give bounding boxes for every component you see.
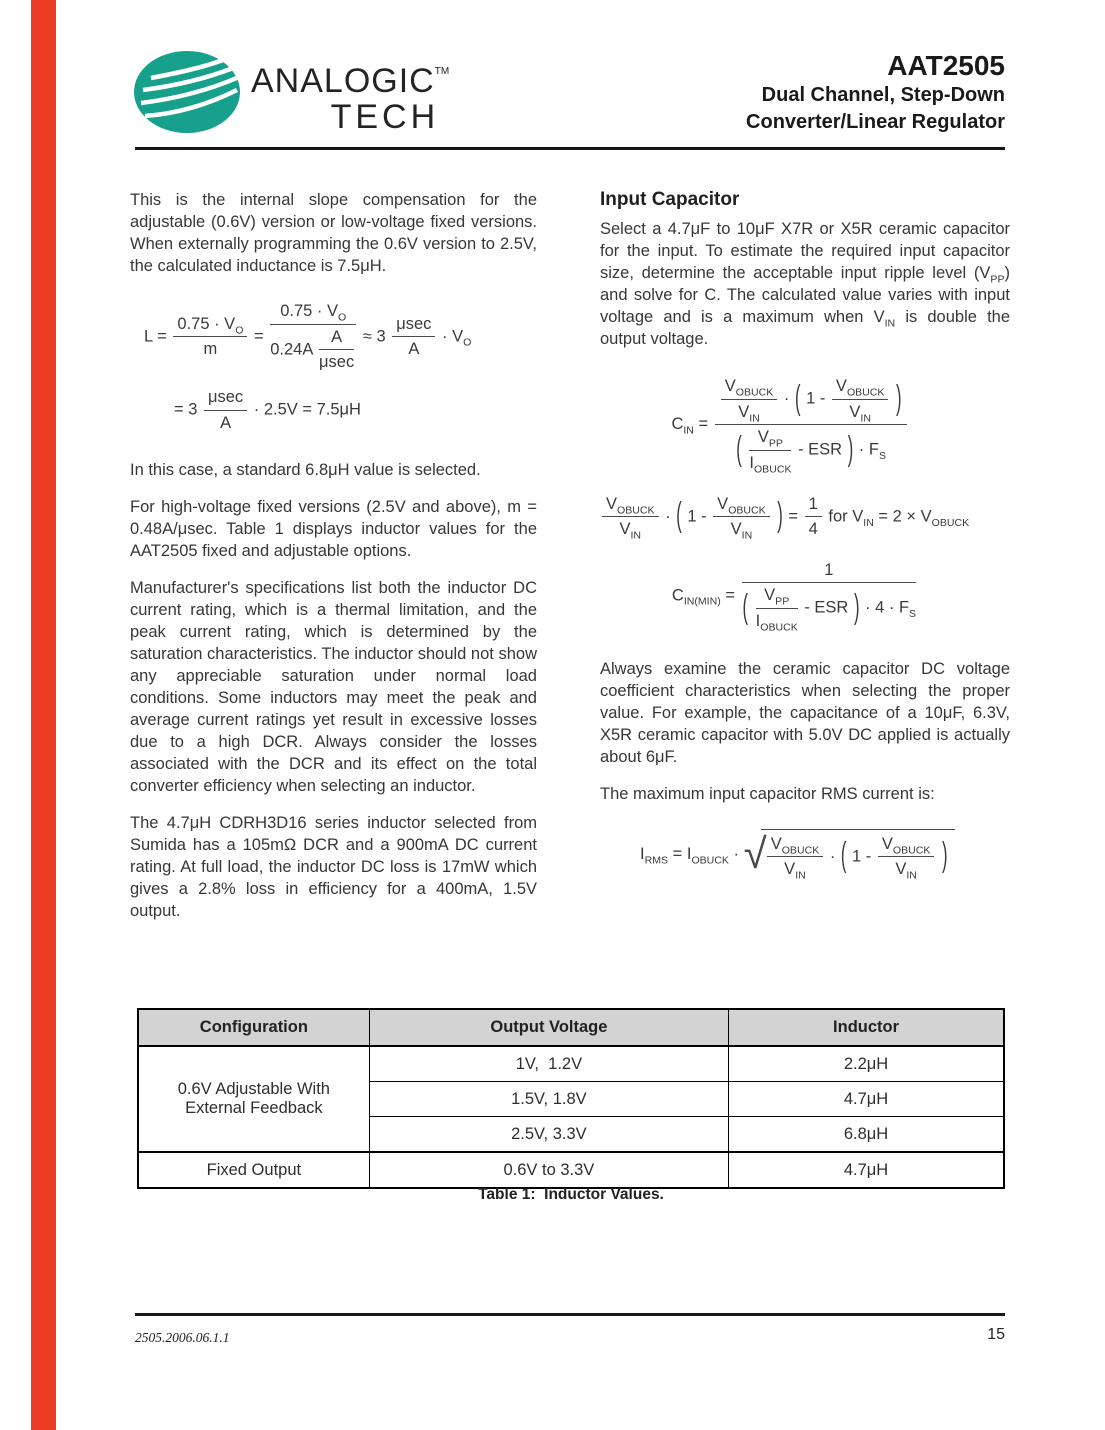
paragraph-high-voltage: For high-voltage fixed versions (2.5V and above), m = 0.48A/μsec. Table 1 displays inductor values for the AAT2505 fixed and adjustable options.	[130, 498, 537, 561]
header-output-voltage: Output Voltage	[369, 1009, 728, 1046]
sub-inmin: IN(MIN)	[683, 595, 721, 608]
fraction	[832, 376, 889, 422]
page-number: 15	[987, 1326, 1005, 1343]
subtitle-line1: Dual Channel, Step-Down	[761, 84, 1005, 106]
right-paren: )	[942, 837, 948, 875]
fraction	[713, 494, 770, 540]
sub-obuck: OBUCK	[781, 843, 820, 856]
sub-o: O	[463, 336, 472, 349]
dot-operator: ·	[829, 847, 836, 866]
sub-obuck: OBUCK	[753, 463, 792, 476]
paragraph-standard-value: In this case, a standard 6.8μH value is selected.	[130, 461, 481, 480]
cin-symbol: C	[671, 415, 684, 434]
dot-v: · V	[442, 327, 464, 346]
unit-a: A	[220, 413, 232, 432]
v-symbol: V	[784, 860, 796, 879]
cell-voltage: 1V, 1.2V	[369, 1046, 728, 1082]
coef-024a: 0.24A	[270, 340, 313, 359]
paragraph-cdrh3d16: The 4.7μH CDRH3D16 series inductor selected from Sumida has a 105mΩ DCR and a 900mA DC current rating. At full load, the inductor DC loss is 17mW which gives a 2.8% loss in efficiency for a 400mA, 1.5V output.	[130, 814, 537, 921]
numeral-one: 1	[742, 560, 917, 584]
one-minus: 1 -	[806, 389, 826, 408]
table-row	[138, 1046, 1004, 1082]
inductor-values-table-wrap	[137, 1008, 1005, 1189]
trademark-symbol: TM	[434, 66, 450, 77]
table-row	[138, 1152, 1004, 1188]
section-heading-input-capacitor: Input Capacitor	[600, 189, 740, 210]
cell-voltage: 2.5V, 3.3V	[369, 1117, 728, 1153]
right-column	[600, 189, 1010, 880]
inductor-values-table	[137, 1008, 1005, 1189]
sub-obuck: OBUCK	[617, 503, 655, 516]
equals-3: = 3	[174, 400, 198, 419]
cell-inductor: 4.7μH	[729, 1152, 1004, 1188]
logo-wordmark	[251, 50, 449, 135]
fraction-main	[742, 560, 917, 632]
equals: =	[725, 586, 735, 605]
v-symbol: V	[738, 402, 750, 421]
left-paren: (	[794, 379, 801, 418]
table-caption: Table 1: Inductor Values.	[478, 1186, 664, 1203]
esr-term: - ESR	[804, 598, 849, 617]
part-number: AAT2505	[887, 50, 1005, 81]
fraction	[721, 376, 778, 422]
i-symbol: I	[640, 844, 645, 863]
sub-in: IN	[630, 529, 642, 542]
cell-voltage: 0.6V to 3.3V	[369, 1152, 728, 1188]
left-paren: (	[840, 837, 847, 875]
formula-irms: $I_{RMS} = I_{OBUCK}$ · √ $\frac{V_{OBUCK}}{V_{IN}}$ · ( 1 - $\frac{V_{OBUCK}}{V_{IN}}$ )	[640, 829, 1010, 880]
footer-rule	[135, 1313, 1005, 1316]
formula-inductance-result	[174, 387, 537, 433]
unit-usec: μsec	[319, 353, 355, 372]
paragraph-input-capacitor	[600, 218, 1010, 350]
v-symbol: V	[724, 377, 736, 395]
formula-inductance	[144, 301, 537, 373]
dot-operator: ·	[783, 389, 790, 408]
fraction	[392, 314, 435, 360]
table-header-row	[138, 1009, 1004, 1046]
unit-a: A	[319, 327, 354, 351]
fraction	[755, 585, 798, 634]
cin-symbol: C	[671, 586, 684, 605]
fraction-main	[715, 376, 907, 474]
cell-inductor: 6.8μH	[729, 1117, 1004, 1153]
right-paren: )	[847, 430, 854, 469]
header-inductor: Inductor	[729, 1009, 1004, 1046]
text-run: Select a 4.7μF to 10μF X7R or X5R ceramic capacitor for the input. To estimate the required input capacitor size, determine the acceptable input ripple level (V	[600, 220, 1010, 282]
equals: =	[698, 415, 709, 434]
sqrt-content	[761, 829, 955, 880]
fraction	[602, 494, 659, 540]
paragraph-manufacturer-specs: Manufacturer's specifications list both the inductor DC current rating, which is a thermal limitation, and the peak current rating, which is determined by the saturation characteristics. The inductor should not show any appreciable saturation under normal load conditions. Some inductors may meet the peak and average current ratings yet result in excessive losses due to a high DCR. Always consider the losses associated with the DCR and its effect on the total converter efficiency when selecting an inductor.	[130, 579, 537, 796]
right-paren: )	[853, 588, 860, 627]
dot-operator: ·	[665, 506, 671, 525]
v-symbol: V	[849, 402, 861, 421]
v-symbol: V	[881, 834, 893, 853]
cell-voltage: 1.5V, 1.8V	[369, 1082, 728, 1117]
sub-in: IN	[749, 411, 760, 424]
sub-pp: PP	[775, 595, 790, 608]
sub-in: IN	[906, 869, 917, 882]
cell-config-fixed: Fixed Output	[138, 1152, 369, 1188]
sub-in: IN	[795, 869, 806, 882]
sub-in: IN	[741, 529, 753, 542]
left-paren: (	[742, 588, 749, 627]
sub-obuck: OBUCK	[691, 853, 729, 866]
brand-name-top	[251, 54, 449, 99]
text-run: is double the output voltage.	[600, 308, 1011, 348]
paragraph-dc-voltage-coefficient: Always examine the ceramic capacitor DC voltage coefficient characteristics when selecting the proper value. For example, the capacitance of a 10μF, 6.3V, X5R ceramic capacitor with 5.0V DC applied is actually about 6μF.	[600, 659, 1010, 766]
sub-obuck: OBUCK	[892, 843, 931, 856]
right-paren: )	[777, 497, 783, 535]
v-symbol: V	[895, 860, 907, 879]
sub-rms: RMS	[644, 853, 669, 866]
document-revision-id: 2505.2006.06.1.1	[135, 1330, 230, 1345]
numeral-four: 4	[808, 520, 818, 539]
right-paren: )	[896, 379, 902, 418]
left-paren: (	[676, 497, 682, 535]
v-symbol: V	[717, 494, 729, 513]
fraction	[204, 387, 247, 433]
v-symbol: V	[757, 428, 769, 447]
sub-o: O	[235, 324, 244, 337]
esr-term: - ESR	[798, 440, 843, 459]
sub-obuck: OBUCK	[728, 503, 766, 516]
brand-analogic: ANALOGIC	[251, 62, 435, 100]
fraction	[173, 314, 247, 360]
dot-operator: ·	[733, 844, 740, 863]
equals-2x: = 2 × V	[878, 506, 932, 525]
fraction	[319, 327, 354, 373]
i-symbol: I	[749, 453, 754, 472]
equals: =	[788, 506, 799, 525]
equals: =	[254, 327, 264, 346]
formula-quarter	[600, 494, 1010, 540]
for-vin: for V	[828, 506, 864, 525]
dot-4-fs: · 4 · F	[865, 598, 910, 617]
header-configuration: Configuration	[138, 1009, 369, 1046]
left-accent-bar	[31, 0, 56, 1430]
v-symbol: V	[770, 834, 782, 853]
num-075-vo: 0.75 · V	[177, 314, 236, 333]
fraction	[749, 427, 792, 476]
one-minus: 1 -	[852, 847, 872, 866]
brand-logo	[133, 50, 449, 135]
paragraph-slope-compensation: This is the internal slope compensation for the adjustable (0.6V) version or low-voltage fixed versions. When externally programming the 0.6V version to 2.5V, the calculated inductance is 7.5μH.	[130, 191, 537, 275]
text-run: ) and solve for C. The calculated value varies with input voltage and is a maximum when V	[600, 264, 1010, 326]
v-symbol: V	[764, 586, 776, 605]
unit-usec: μsec	[392, 314, 435, 338]
subtitle-line2: Converter/Linear Regulator	[746, 111, 1005, 133]
left-paren: (	[736, 430, 742, 469]
num-075-vo: 0.75 · V	[280, 302, 339, 320]
left-column	[130, 189, 537, 937]
sub-obuck: OBUCK	[846, 386, 885, 399]
v-symbol: V	[835, 377, 847, 395]
sub-in: IN	[863, 516, 874, 529]
v-symbol: V	[730, 520, 742, 539]
fraction	[767, 834, 824, 880]
brand-name-bottom: TECH	[330, 98, 440, 136]
formula-cin	[570, 376, 1010, 474]
sub-obuck: OBUCK	[735, 386, 774, 399]
sub-o: O	[338, 311, 347, 324]
unit-a: A	[408, 340, 420, 359]
sub-in: IN	[860, 411, 871, 424]
sub-pp: PP	[768, 437, 783, 450]
sub-obuck: OBUCK	[931, 516, 970, 529]
den-m: m	[203, 340, 218, 359]
one-minus: 1 -	[687, 506, 707, 525]
v-symbol: V	[619, 520, 631, 539]
result-75uh: · 2.5V = 7.5μH	[253, 400, 361, 419]
header-rule	[135, 147, 1005, 150]
unit-usec: μsec	[204, 387, 247, 411]
sub-in: IN	[884, 317, 896, 330]
equals-iobuck: = I	[672, 844, 692, 863]
numeral-one: 1	[805, 494, 822, 518]
sub-in: IN	[683, 424, 694, 437]
approx-3: ≈ 3	[362, 327, 386, 346]
cell-config-adjustable: 0.6V Adjustable With External Feedback	[138, 1046, 369, 1152]
fraction	[270, 301, 356, 373]
sub-obuck: OBUCK	[760, 621, 798, 634]
i-symbol: I	[755, 612, 761, 630]
sub-s: S	[878, 450, 886, 463]
lhs-L: L =	[144, 327, 167, 346]
document-title-block	[746, 50, 1005, 136]
formula-cinmin	[580, 560, 1010, 632]
paragraph-rms-current-intro: The maximum input capacitor RMS current is:	[600, 784, 935, 803]
cell-inductor: 2.2μH	[729, 1046, 1004, 1082]
cell-inductor: 4.7μH	[729, 1082, 1004, 1117]
logo-mark-icon	[133, 50, 241, 134]
fraction	[805, 494, 822, 540]
v-symbol: V	[606, 494, 618, 513]
sub-s: S	[909, 608, 917, 621]
sub-pp: PP	[990, 273, 1005, 286]
fraction	[878, 834, 935, 880]
dot-fs: · F	[858, 440, 879, 459]
